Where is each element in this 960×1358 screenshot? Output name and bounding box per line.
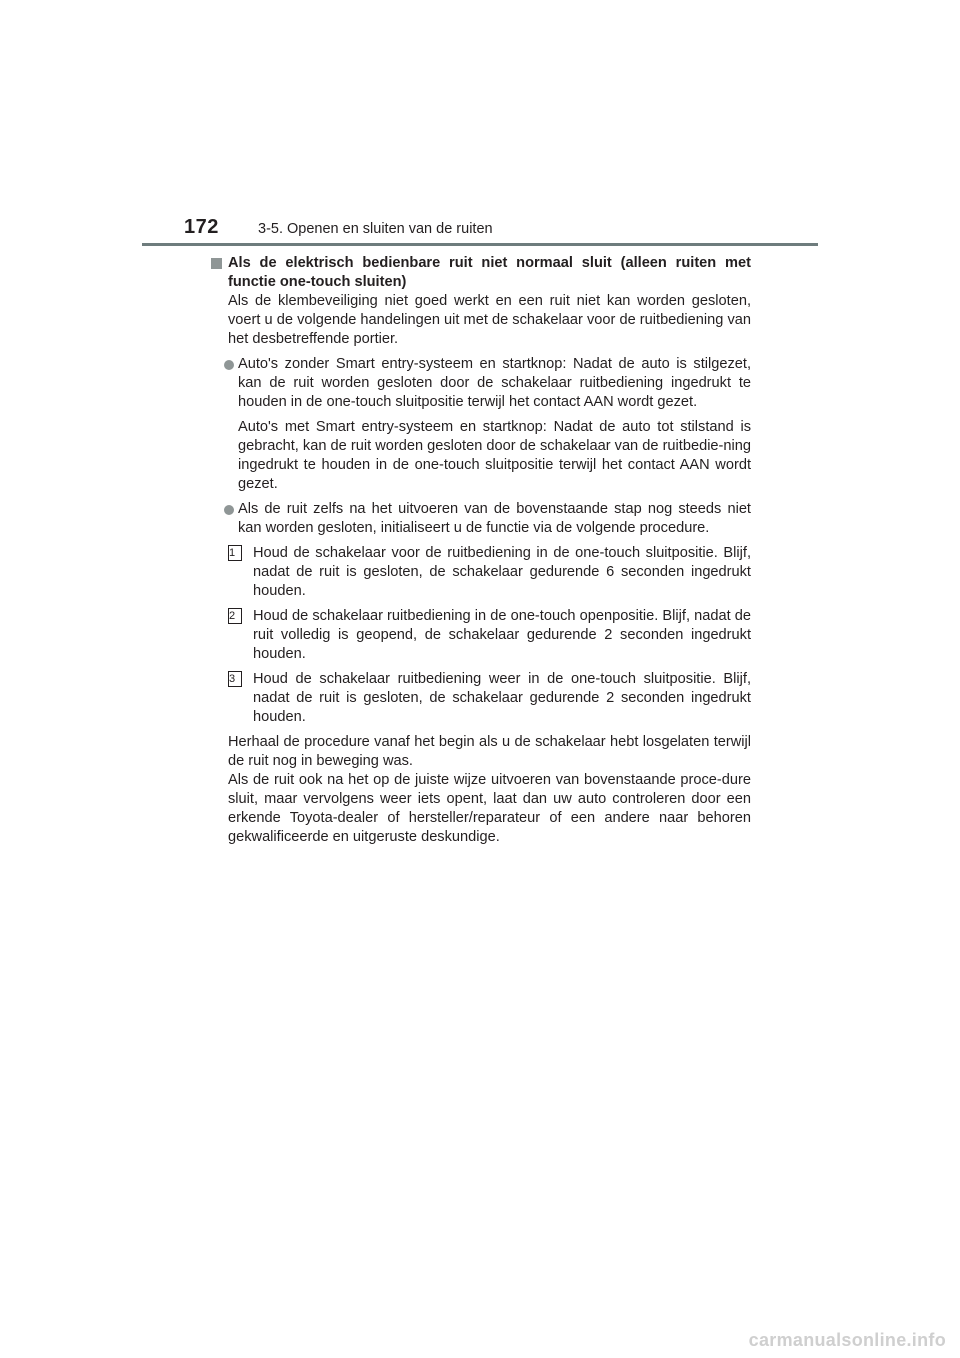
bullet-item xyxy=(211,500,751,538)
section-heading-text: Als de elektrisch bedienbare ruit niet normaal sluit (alleen ruiten met functie one-touch sluiten) xyxy=(228,255,751,290)
watermark: carmanualsonline.info xyxy=(748,1330,946,1350)
round-bullet-icon xyxy=(224,360,234,370)
page-content xyxy=(211,254,751,847)
step-text: Houd de schakelaar ruitbediening in de one-touch openpositie. Blijf, nadat de ruit volledig is geopend, de schakelaar gedurende 2 seconden ingedrukt houden. xyxy=(253,608,751,662)
intro-paragraph: Als de klembeveiliging niet goed werkt en een ruit niet kan worden gesloten, voert u de volgende handelingen uit met de schakelaar voor de ruitbediening van het desbetreffende portier. xyxy=(228,293,751,347)
closing-paragraph: Als de ruit ook na het op de juiste wijze uitvoeren van bovenstaande proce-dure sluit, maar vervolgens weer iets opent, laat dan uw auto controleren door een erkende Toyota-dealer of hersteller/reparateur of een andere naar behoren gekwalificeerde en uitgeruste deskundige. xyxy=(228,772,751,845)
step-text: Houd de schakelaar ruitbediening weer in de one-touch sluitpositie. Blijf, nadat de ruit is gesloten, de schakelaar gedurende 2 seconden ingedrukt houden. xyxy=(253,671,751,725)
step-number-box: 3 xyxy=(228,671,242,687)
step-text: Houd de schakelaar voor de ruitbediening in de one-touch sluitpositie. Blijf, nadat de ruit is gesloten, de schakelaar gedurende 6 seconden ingedrukt houden. xyxy=(253,545,751,599)
closing-paragraph: Herhaal de procedure vanaf het begin als u de schakelaar hebt losgelaten terwijl de ruit nog in beweging was. xyxy=(228,734,751,769)
square-bullet-icon xyxy=(211,258,222,269)
page-number: 172 xyxy=(184,216,219,238)
step-item xyxy=(211,607,751,664)
header-rule xyxy=(142,243,818,246)
bullet-item xyxy=(211,355,751,412)
step-number-box: 1 xyxy=(228,545,242,561)
bullet-sub-paragraph: Auto's met Smart entry-systeem en startknop: Nadat de auto tot stilstand is gebracht, kan de ruit worden gesloten door de schakelaar van de ruitbedie-ning ingedrukt te houden in de one-touch sluitpositie terwijl het contact AAN wordt gezet. xyxy=(238,419,751,492)
step-item xyxy=(211,670,751,727)
step-number-box: 2 xyxy=(228,608,242,624)
bullet-text: Als de ruit zelfs na het uitvoeren van de bovenstaande stap nog steeds niet kan worden gesloten, initialiseert u de functie via de volgende procedure. xyxy=(238,501,751,536)
bullet-text: Auto's zonder Smart entry-systeem en startknop: Nadat de auto is stilgezet, kan de ruit worden gesloten door de schakelaar ruitbediening ingedrukt te houden in de one-touch sluitpositie terwijl het contact AAN wordt gezet. xyxy=(238,356,751,410)
step-item xyxy=(211,544,751,601)
round-bullet-icon xyxy=(224,505,234,515)
section-title: 3-5. Openen en sluiten van de ruiten xyxy=(258,221,493,237)
section-heading xyxy=(211,254,751,292)
